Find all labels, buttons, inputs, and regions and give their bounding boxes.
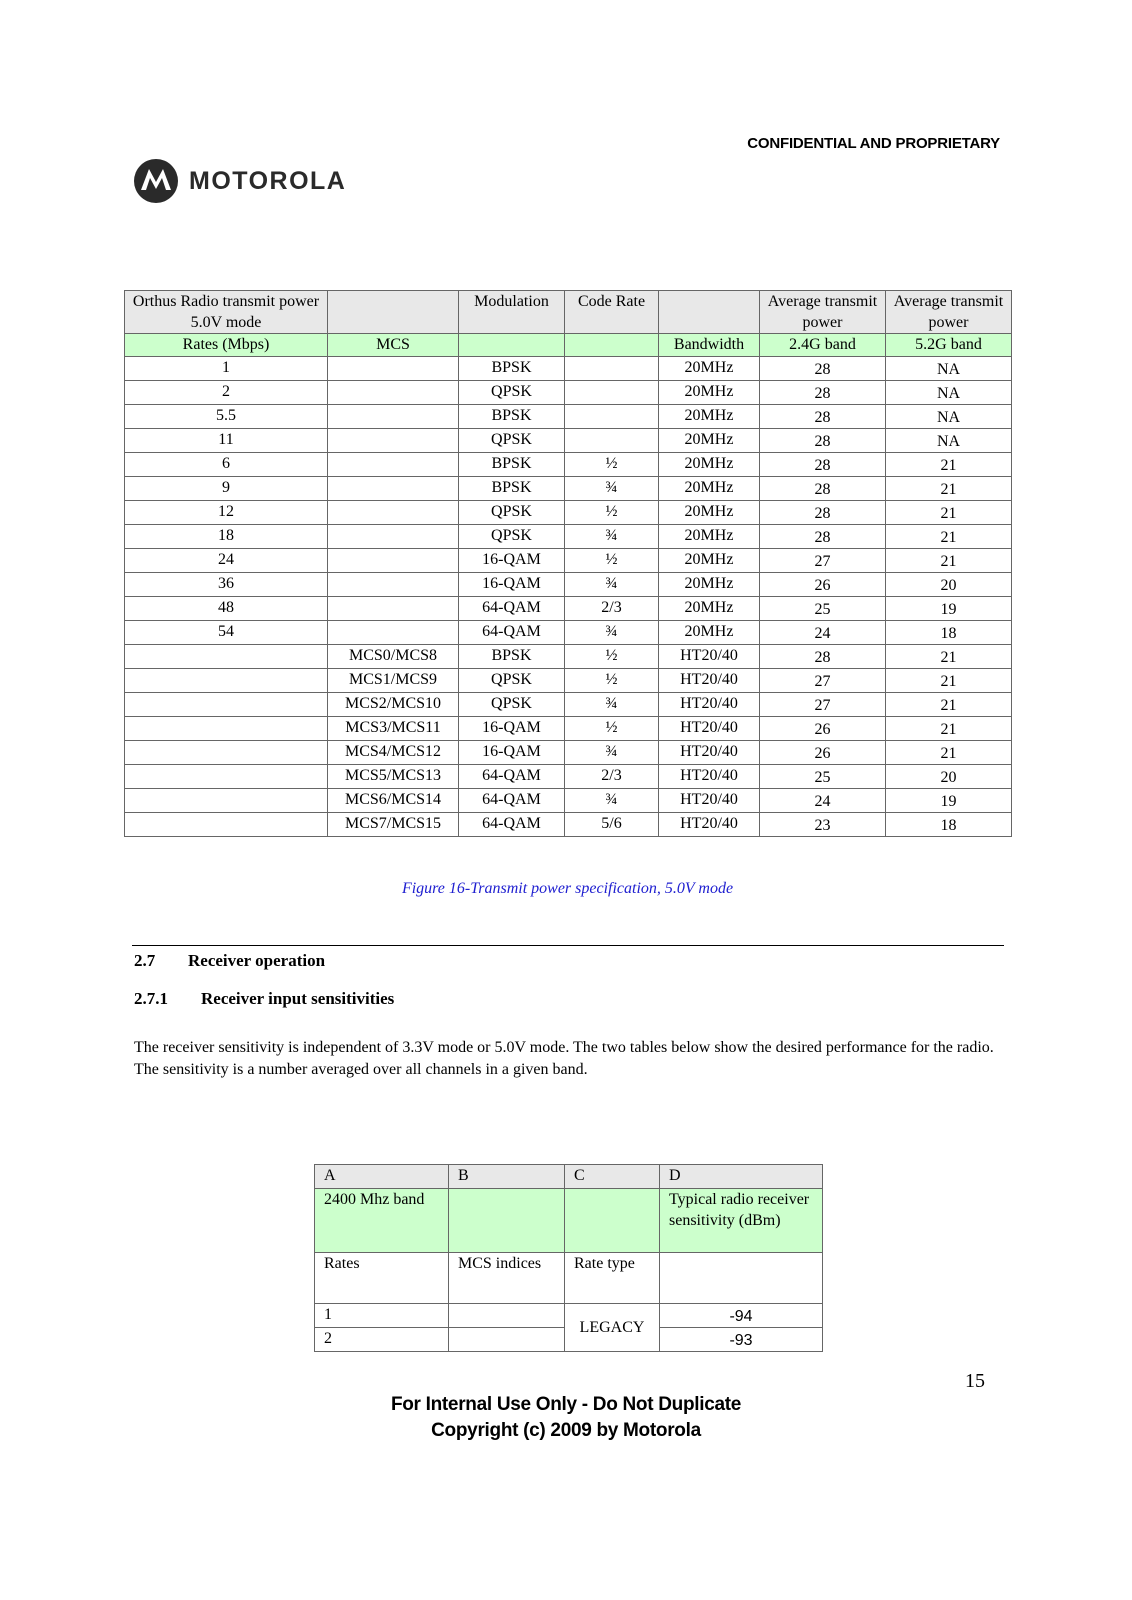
sens-letter-row xyxy=(315,1165,823,1189)
table-cell xyxy=(125,813,328,837)
table-cell: MCS4/MCS12 xyxy=(328,741,459,765)
table-cell: MCS5/MCS13 xyxy=(328,765,459,789)
table-cell: 21 xyxy=(886,477,1012,501)
table-cell: 18 xyxy=(886,813,1012,837)
table-cell: 18 xyxy=(125,525,328,549)
sens-cell xyxy=(660,1253,823,1304)
table-cell: 19 xyxy=(886,597,1012,621)
table-cell xyxy=(328,477,459,501)
table-cell: ½ xyxy=(565,549,659,573)
sens-cell: 2 xyxy=(315,1328,449,1352)
sens-label-row xyxy=(315,1253,823,1304)
sens-band-row xyxy=(315,1189,823,1253)
table-row xyxy=(125,645,1012,669)
table-cell: 23 xyxy=(760,813,886,837)
table-cell xyxy=(328,381,459,405)
table-row xyxy=(125,525,1012,549)
table-cell: 28 xyxy=(760,429,886,453)
motorola-logo xyxy=(133,158,346,204)
table-cell: 16-QAM xyxy=(459,549,565,573)
table-cell: BPSK xyxy=(459,645,565,669)
table-header-row xyxy=(125,291,1012,334)
table-cell: Average transmit power xyxy=(886,291,1012,334)
table-cell: 21 xyxy=(886,645,1012,669)
table-cell: Orthus Radio transmit power 5.0V mode xyxy=(125,291,328,334)
table-cell: 21 xyxy=(886,669,1012,693)
table-cell: 20MHz xyxy=(659,477,760,501)
table-cell xyxy=(125,789,328,813)
table-cell: MCS0/MCS8 xyxy=(328,645,459,669)
table-cell: 48 xyxy=(125,597,328,621)
table-cell: 26 xyxy=(760,717,886,741)
subsection-heading xyxy=(134,989,394,1009)
table-cell: 2.4G band xyxy=(760,334,886,357)
table-cell xyxy=(125,693,328,717)
table-cell: ¾ xyxy=(565,693,659,717)
confidential-label: CONFIDENTIAL AND PROPRIETARY xyxy=(747,135,1000,152)
table-row xyxy=(125,381,1012,405)
table-cell: 21 xyxy=(886,741,1012,765)
subsection-number: 2.7.1 xyxy=(134,989,168,1008)
table-cell: 28 xyxy=(760,645,886,669)
sens-dbm-cell: -93 xyxy=(660,1328,823,1352)
table-cell: 25 xyxy=(760,597,886,621)
table-cell: 20 xyxy=(886,573,1012,597)
sens-cell: Typical radio receiver sensitivity (dBm) xyxy=(660,1189,823,1253)
table-cell: MCS xyxy=(328,334,459,357)
table-cell: 64-QAM xyxy=(459,621,565,645)
table-cell: MCS6/MCS14 xyxy=(328,789,459,813)
table-cell: HT20/40 xyxy=(659,717,760,741)
table-cell: 9 xyxy=(125,477,328,501)
table-cell: NA xyxy=(886,357,1012,381)
subsection-title: Receiver input sensitivities xyxy=(201,989,395,1008)
table-cell: 21 xyxy=(886,717,1012,741)
table-cell: 16-QAM xyxy=(459,741,565,765)
table-cell xyxy=(328,291,459,334)
table-cell: 25 xyxy=(760,765,886,789)
table-row xyxy=(125,405,1012,429)
table-cell: 5/6 xyxy=(565,813,659,837)
table-cell xyxy=(328,453,459,477)
table-cell xyxy=(125,717,328,741)
table-row xyxy=(125,621,1012,645)
sensitivity-table xyxy=(314,1164,823,1352)
table-cell: HT20/40 xyxy=(659,741,760,765)
table-cell xyxy=(125,669,328,693)
table-cell xyxy=(659,291,760,334)
table-cell xyxy=(565,405,659,429)
table-cell: 20 xyxy=(886,765,1012,789)
table-row xyxy=(125,789,1012,813)
table-cell: 26 xyxy=(760,741,886,765)
table-cell: 24 xyxy=(760,621,886,645)
table-cell: NA xyxy=(886,429,1012,453)
table-cell xyxy=(125,765,328,789)
table-cell: 20MHz xyxy=(659,525,760,549)
sens-cell: Rate type xyxy=(565,1253,660,1304)
table-cell: Average transmit power xyxy=(760,291,886,334)
table-cell: 64-QAM xyxy=(459,813,565,837)
table-cell xyxy=(328,573,459,597)
table-cell: 54 xyxy=(125,621,328,645)
section-heading xyxy=(134,951,325,971)
table-cell: HT20/40 xyxy=(659,789,760,813)
sens-cell: Rates xyxy=(315,1253,449,1304)
sens-cell: A xyxy=(315,1165,449,1189)
table-cell: 21 xyxy=(886,693,1012,717)
page-number: 15 xyxy=(965,1370,985,1392)
table-row xyxy=(125,477,1012,501)
table-cell: 26 xyxy=(760,573,886,597)
table-cell: 24 xyxy=(760,789,886,813)
sens-cell xyxy=(449,1189,565,1253)
table-cell: 21 xyxy=(886,549,1012,573)
table-cell: 21 xyxy=(886,501,1012,525)
table-row xyxy=(125,693,1012,717)
table-row xyxy=(125,813,1012,837)
table-cell: 24 xyxy=(125,549,328,573)
table-cell xyxy=(565,429,659,453)
table-cell: MCS7/MCS15 xyxy=(328,813,459,837)
table-cell: BPSK xyxy=(459,477,565,501)
table-cell: ¾ xyxy=(565,621,659,645)
table-cell: QPSK xyxy=(459,669,565,693)
table-cell: ¾ xyxy=(565,573,659,597)
table-cell: 28 xyxy=(760,405,886,429)
sens-cell: C xyxy=(565,1165,660,1189)
motorola-batwing-icon xyxy=(133,158,179,204)
table-row xyxy=(125,501,1012,525)
table-cell: 28 xyxy=(760,477,886,501)
table-cell: 36 xyxy=(125,573,328,597)
sens-cell: MCS indices xyxy=(449,1253,565,1304)
table-cell: MCS3/MCS11 xyxy=(328,717,459,741)
table-cell: 18 xyxy=(886,621,1012,645)
body-paragraph: The receiver sensitivity is independent of 3.3V mode or 5.0V mode. The two tables below show the desired performance for the radio. The sensitivity is a number averaged over all channels in a given band. xyxy=(134,1039,994,1078)
table-cell: 27 xyxy=(760,693,886,717)
table-cell: ½ xyxy=(565,717,659,741)
sens-cell xyxy=(565,1189,660,1253)
table-cell xyxy=(328,597,459,621)
table-cell: 5.2G band xyxy=(886,334,1012,357)
table-row xyxy=(125,453,1012,477)
section-number: 2.7 xyxy=(134,951,156,970)
table-cell: BPSK xyxy=(459,357,565,381)
table-cell: 11 xyxy=(125,429,328,453)
table-cell: BPSK xyxy=(459,453,565,477)
table-cell xyxy=(459,334,565,357)
table-cell: QPSK xyxy=(459,381,565,405)
table-cell: 20MHz xyxy=(659,381,760,405)
sens-cell: B xyxy=(449,1165,565,1189)
table-cell: 16-QAM xyxy=(459,717,565,741)
logo-wordmark: MOTOROLA xyxy=(189,166,347,195)
table-cell: 2/3 xyxy=(565,597,659,621)
figure-caption: Figure 16-Transmit power specification, 5.0V mode xyxy=(401,880,734,897)
table-cell: ¾ xyxy=(565,741,659,765)
table-cell xyxy=(328,621,459,645)
table-cell xyxy=(565,381,659,405)
table-cell xyxy=(328,549,459,573)
table-cell: 20MHz xyxy=(659,453,760,477)
table-cell: 2 xyxy=(125,381,328,405)
table-cell: Code Rate xyxy=(565,291,659,334)
table-cell: 20MHz xyxy=(659,549,760,573)
table-row xyxy=(125,357,1012,381)
table-cell: 19 xyxy=(886,789,1012,813)
table-row xyxy=(125,765,1012,789)
table-cell: 28 xyxy=(760,525,886,549)
table-cell: HT20/40 xyxy=(659,669,760,693)
table-row xyxy=(125,597,1012,621)
table-cell: Bandwidth xyxy=(659,334,760,357)
table-cell: HT20/40 xyxy=(659,813,760,837)
footer xyxy=(300,1392,832,1444)
section-divider xyxy=(132,945,1004,946)
sens-cell: 1 xyxy=(315,1304,449,1328)
table-cell: Modulation xyxy=(459,291,565,334)
table-cell: 12 xyxy=(125,501,328,525)
table-row xyxy=(125,573,1012,597)
table-cell: ½ xyxy=(565,501,659,525)
table-cell: 64-QAM xyxy=(459,765,565,789)
table-cell: Rates (Mbps) xyxy=(125,334,328,357)
table-cell xyxy=(565,357,659,381)
table-cell: 64-QAM xyxy=(459,789,565,813)
table-cell: 28 xyxy=(760,381,886,405)
sens-cell: D xyxy=(660,1165,823,1189)
section-title: Receiver operation xyxy=(188,951,326,970)
table-cell: ¾ xyxy=(565,477,659,501)
table-cell: 27 xyxy=(760,549,886,573)
table-cell: NA xyxy=(886,405,1012,429)
table-cell: 28 xyxy=(760,501,886,525)
footer-line-1: For Internal Use Only - Do Not Duplicate xyxy=(390,1394,742,1415)
table-cell: 6 xyxy=(125,453,328,477)
table-cell xyxy=(328,429,459,453)
table-cell: 20MHz xyxy=(659,597,760,621)
table-cell xyxy=(125,645,328,669)
table-cell xyxy=(328,525,459,549)
table-row xyxy=(125,549,1012,573)
table-cell: 21 xyxy=(886,525,1012,549)
table-cell xyxy=(328,357,459,381)
table-cell: ½ xyxy=(565,645,659,669)
sens-data-row xyxy=(315,1304,823,1328)
table-row xyxy=(125,741,1012,765)
table-cell: 20MHz xyxy=(659,429,760,453)
sens-cell xyxy=(449,1328,565,1352)
table-cell: 27 xyxy=(760,669,886,693)
table-cell: ½ xyxy=(565,669,659,693)
table-cell: 1 xyxy=(125,357,328,381)
footer-line-2: Copyright (c) 2009 by Motorola xyxy=(431,1420,701,1441)
table-cell: QPSK xyxy=(459,501,565,525)
table-cell: 16-QAM xyxy=(459,573,565,597)
table-cell: HT20/40 xyxy=(659,765,760,789)
table-cell: 64-QAM xyxy=(459,597,565,621)
table-row xyxy=(125,669,1012,693)
table-cell xyxy=(565,334,659,357)
table-cell: 28 xyxy=(760,357,886,381)
table-cell: QPSK xyxy=(459,429,565,453)
transmit-power-table xyxy=(124,290,1012,837)
sens-dbm-cell: -94 xyxy=(660,1304,823,1328)
rate-type-cell: LEGACY xyxy=(565,1304,660,1352)
table-row xyxy=(125,717,1012,741)
table-cell: 20MHz xyxy=(659,357,760,381)
table-cell: QPSK xyxy=(459,693,565,717)
table-cell: ½ xyxy=(565,453,659,477)
table-cell xyxy=(125,741,328,765)
table-cell: ¾ xyxy=(565,789,659,813)
table-cell: 28 xyxy=(760,453,886,477)
table-cell xyxy=(328,501,459,525)
sens-cell xyxy=(449,1304,565,1328)
table-cell: MCS1/MCS9 xyxy=(328,669,459,693)
table-cell: ¾ xyxy=(565,525,659,549)
table-cell: HT20/40 xyxy=(659,693,760,717)
table-cell: 20MHz xyxy=(659,405,760,429)
table-cell: MCS2/MCS10 xyxy=(328,693,459,717)
table-subheader-row xyxy=(125,334,1012,357)
table-cell: QPSK xyxy=(459,525,565,549)
table-cell: 2/3 xyxy=(565,765,659,789)
table-cell: HT20/40 xyxy=(659,645,760,669)
table-cell: 20MHz xyxy=(659,573,760,597)
table-cell: NA xyxy=(886,381,1012,405)
table-cell: 20MHz xyxy=(659,621,760,645)
sens-cell: 2400 Mhz band xyxy=(315,1189,449,1253)
table-cell: 5.5 xyxy=(125,405,328,429)
table-row xyxy=(125,429,1012,453)
table-cell: BPSK xyxy=(459,405,565,429)
table-cell xyxy=(328,405,459,429)
table-cell: 21 xyxy=(886,453,1012,477)
table-cell: 20MHz xyxy=(659,501,760,525)
